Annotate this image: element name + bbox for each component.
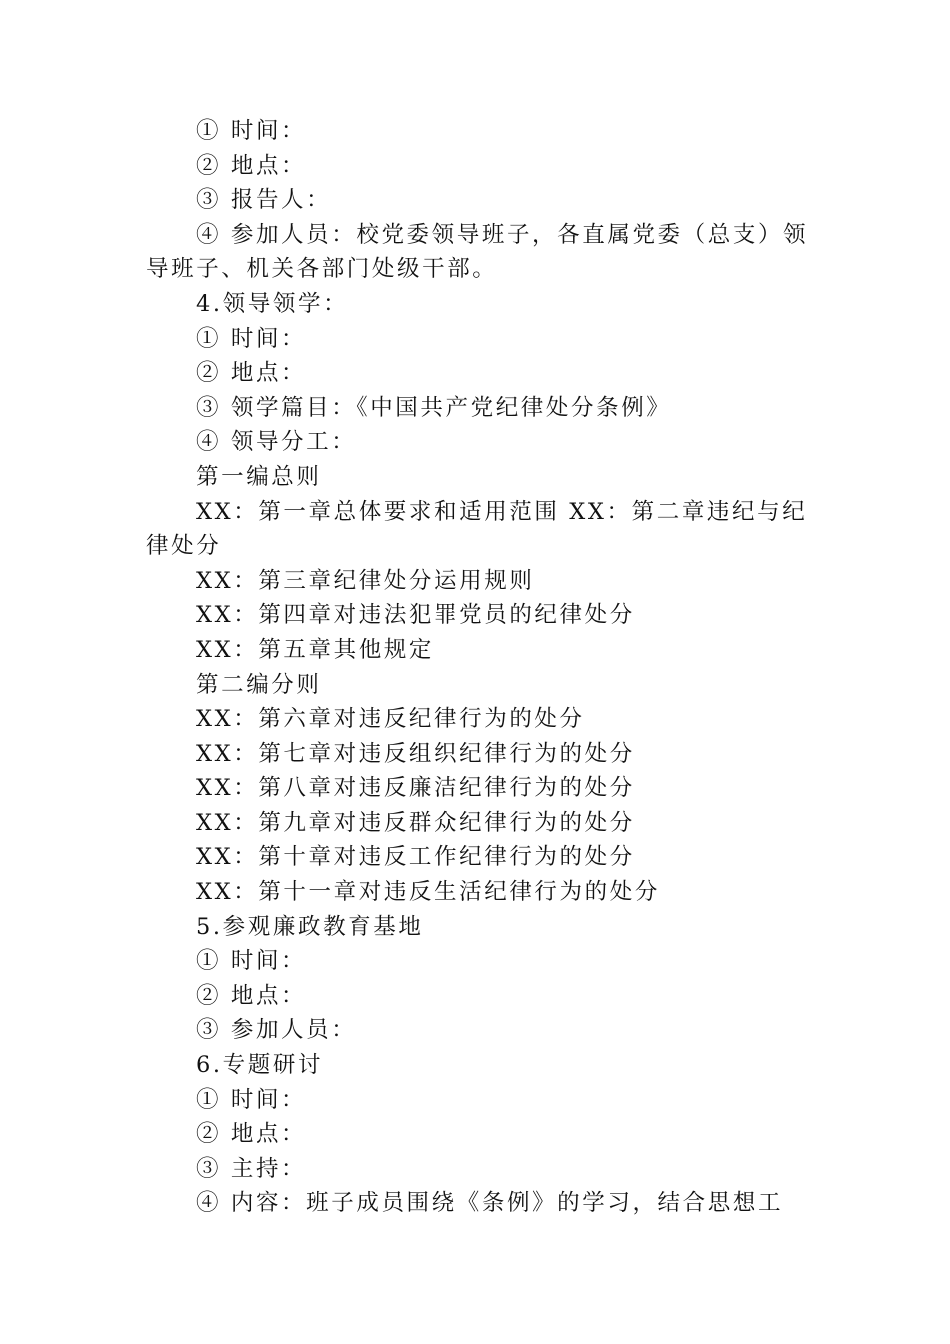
- section-heading: 4.领导领学：: [196, 290, 349, 317]
- text-line: XX：第九章对违反群众纪律行为的处分: [196, 809, 635, 836]
- text-line: ② 地点：: [196, 360, 307, 387]
- text-line: ③ 报告人：: [196, 187, 332, 214]
- text-line: ① 时间：: [196, 118, 307, 144]
- text-line: ② 地点：: [196, 1121, 307, 1148]
- section-heading: 5.参观廉政教育基地: [196, 913, 424, 940]
- text-line: XX：第十章对违反工作纪律行为的处分: [196, 844, 635, 871]
- text-line: ④ 内容：班子成员围绕《条例》的学习，结合思想工: [196, 1190, 784, 1217]
- text-line: ① 时间：: [196, 325, 307, 352]
- part-heading: 第一编总则: [196, 463, 322, 490]
- document-body: [146, 114, 810, 1221]
- text-line: XX：第三章纪律处分运用规则: [196, 567, 535, 594]
- text-paragraph: XX：第一章总体要求和适用范围 XX：第二章违纪与纪律处分: [146, 498, 808, 560]
- text-line: ① 时间：: [196, 948, 307, 975]
- section-heading: 6.专题研讨: [196, 1052, 324, 1079]
- text-line: XX：第六章对违反纪律行为的处分: [196, 706, 585, 733]
- text-paragraph: ④ 参加人员：校党委领导班子，各直属党委（总支）领导班子、机关各部门处级干部。: [146, 221, 809, 283]
- text-line: XX：第四章对违法犯罪党员的纪律处分: [196, 602, 635, 629]
- text-line: XX：第十一章对违反生活纪律行为的处分: [196, 879, 660, 906]
- text-line: XX：第五章其他规定: [196, 636, 435, 663]
- text-line: ② 地点：: [196, 152, 307, 179]
- text-line: ① 时间：: [196, 1086, 307, 1113]
- text-line: ③ 参加人员：: [196, 1017, 357, 1044]
- text-line: XX：第八章对违反廉洁纪律行为的处分: [196, 775, 635, 802]
- text-line: ② 地点：: [196, 982, 307, 1009]
- text-line: ③ 主持：: [196, 1155, 307, 1182]
- part-heading: 第二编分则: [196, 671, 322, 698]
- text-line: ③ 领学篇目：《中国共产党纪律处分条例》: [196, 394, 672, 421]
- text-line: XX：第七章对违反组织纪律行为的处分: [196, 740, 635, 767]
- text-line: ④ 领导分工：: [196, 429, 357, 456]
